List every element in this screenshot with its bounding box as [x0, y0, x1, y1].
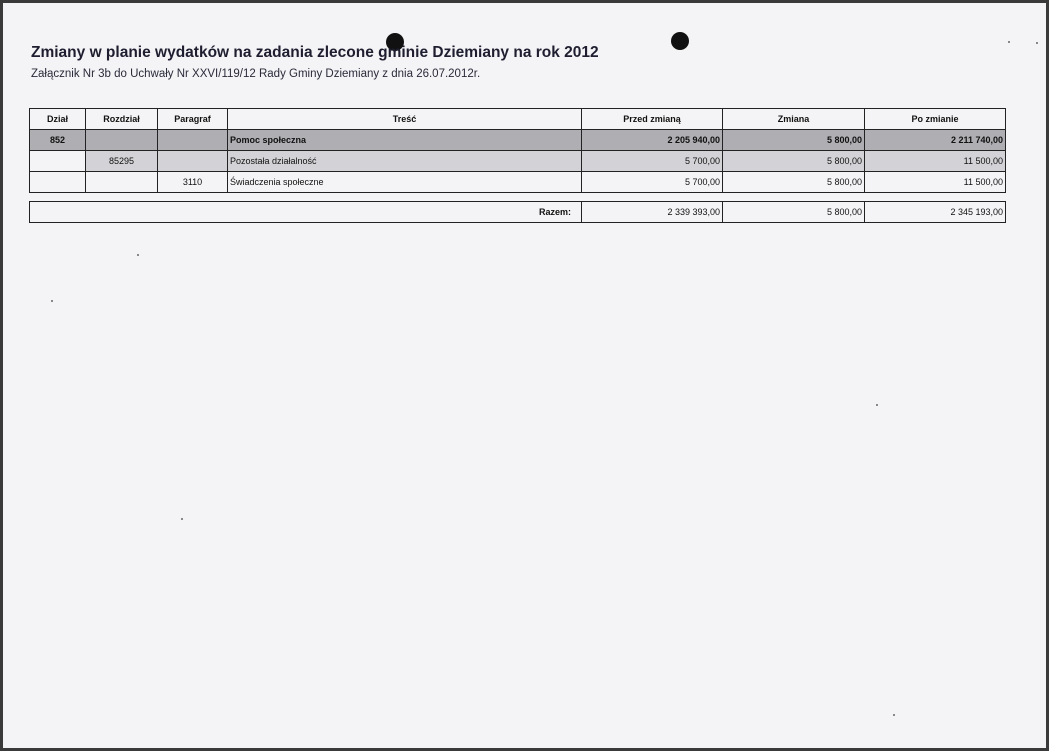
cell-dzial [30, 151, 86, 172]
cell-tresc: Pomoc społeczna [228, 130, 582, 151]
cell-dzial [30, 172, 86, 193]
header-tresc: Treść [228, 109, 582, 130]
table-row [30, 130, 1006, 151]
cell-przed: 5 700,00 [582, 172, 723, 193]
header-po-zmianie: Po zmianie [865, 109, 1006, 130]
scan-speck [137, 254, 139, 256]
cell-zmiana: 5 800,00 [723, 130, 865, 151]
cell-przed: 5 700,00 [582, 151, 723, 172]
summary-zmiana: 5 800,00 [723, 202, 865, 223]
scan-speck [1036, 42, 1038, 44]
document-subtitle: Załącznik Nr 3b do Uchwały Nr XXVI/119/12 Rady Gminy Dziemiany z dnia 26.07.2012r. [31, 68, 481, 80]
summary-row [30, 202, 1006, 223]
scan-speck [51, 300, 53, 302]
table-row [30, 172, 1006, 193]
header-paragraf: Paragraf [158, 109, 228, 130]
cell-po: 11 500,00 [865, 151, 1006, 172]
table-row [30, 151, 1006, 172]
summary-label: Razem: [30, 202, 582, 223]
cell-przed: 2 205 940,00 [582, 130, 723, 151]
cell-rozdzial: 85295 [86, 151, 158, 172]
header-zmiana: Zmiana [723, 109, 865, 130]
summary-table [29, 201, 1006, 223]
document-title: Zmiany w planie wydatków na zadania zlecone gminie Dziemiany na rok 2012 [31, 44, 599, 61]
cell-zmiana: 5 800,00 [723, 151, 865, 172]
cell-paragraf [158, 130, 228, 151]
cell-dzial: 852 [30, 130, 86, 151]
summary-przed: 2 339 393,00 [582, 202, 723, 223]
cell-rozdzial [86, 130, 158, 151]
cell-tresc: Świadczenia społeczne [228, 172, 582, 193]
punch-hole-right [671, 32, 689, 50]
cell-rozdzial [86, 172, 158, 193]
cell-paragraf [158, 151, 228, 172]
scan-speck [1008, 41, 1010, 43]
summary-po: 2 345 193,00 [865, 202, 1006, 223]
header-rozdzial: Rozdział [86, 109, 158, 130]
cell-paragraf: 3110 [158, 172, 228, 193]
cell-zmiana: 5 800,00 [723, 172, 865, 193]
header-przed-zmiana: Przed zmianą [582, 109, 723, 130]
table-header-row [30, 109, 1006, 130]
cell-po: 11 500,00 [865, 172, 1006, 193]
scan-speck [893, 714, 895, 716]
scan-speck [181, 518, 183, 520]
scan-speck [876, 404, 878, 406]
expenditure-table [29, 108, 1006, 193]
cell-po: 2 211 740,00 [865, 130, 1006, 151]
header-dzial: Dział [30, 109, 86, 130]
cell-tresc: Pozostała działalność [228, 151, 582, 172]
